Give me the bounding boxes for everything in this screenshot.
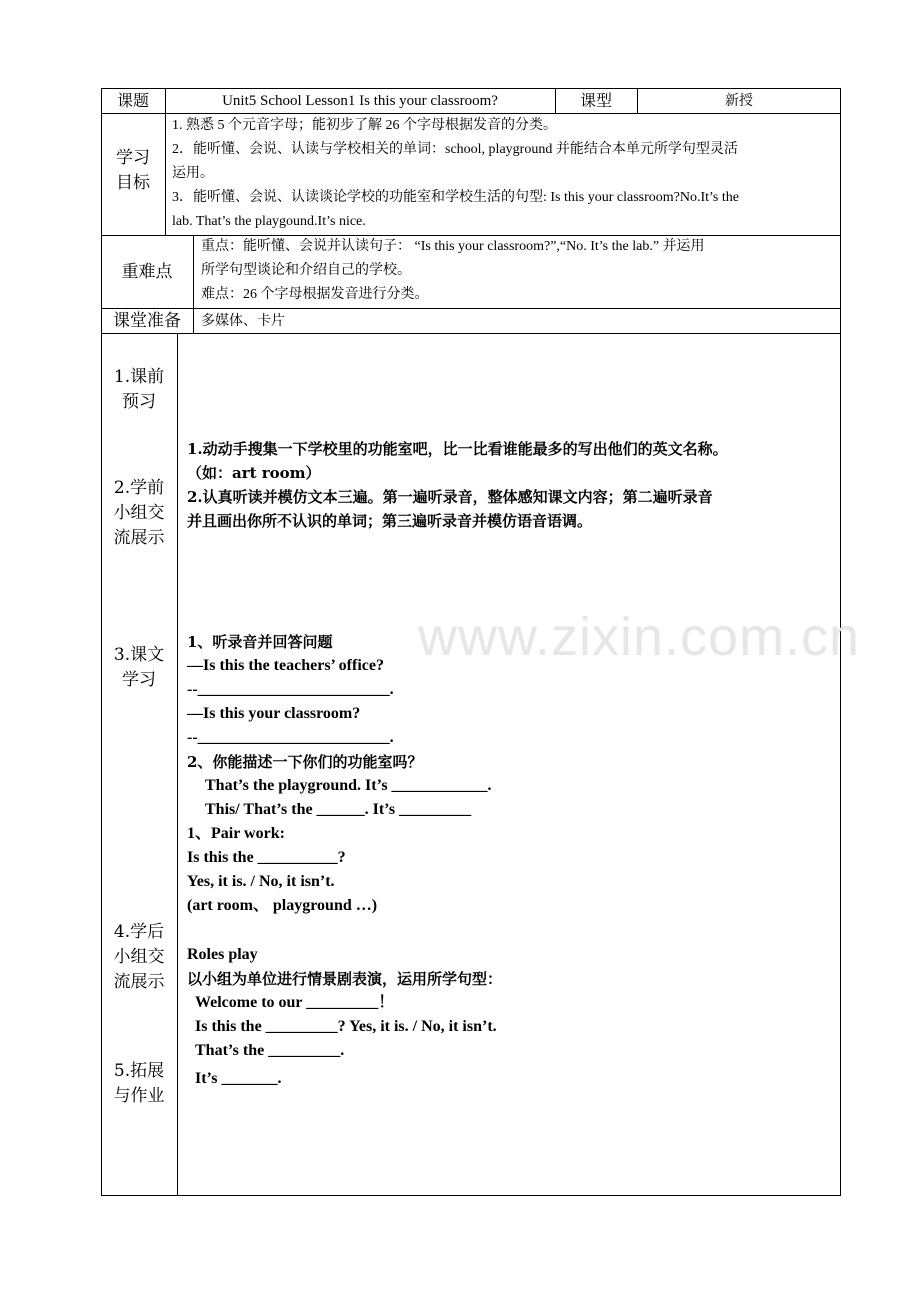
preview-task-2: 2.认真听读并模仿文本三遍。第一遍听录音，整体感知课文内容；第二遍听录音 <box>187 488 713 506</box>
watermark: www.zixin.com.cn <box>418 607 861 667</box>
key-point-line: 难点：26 个字母根据发音进行分类。 <box>201 287 429 302</box>
describe-line-1: That’s the playground. It’s ____________. <box>205 777 492 794</box>
stage-preview: 1.课前 预习 <box>113 367 165 412</box>
type-value: 新授 <box>725 92 753 109</box>
listening-title: 1、听录音并回答问题 <box>187 633 333 651</box>
key-point-line: 重点：能听懂、会说并认读句子： “Is this your classroom?”,“No. It’s the lab.” 并运用 <box>201 239 705 254</box>
preparation-value: 多媒体、卡片 <box>201 313 285 329</box>
preparation-label: 课堂准备 <box>113 310 181 331</box>
objective-line: lab. That’s the playgound.It’s nice. <box>172 214 366 229</box>
preview-task-1: 1.动动手搜集一下学校里的功能室吧，比一比看谁能最多的写出他们的英文名称。 <box>187 440 728 458</box>
pair-work-line: Yes, it is. / No, it isn’t. <box>187 873 335 890</box>
describe-title: 2、你能描述一下你们的功能室吗？ <box>187 753 423 771</box>
stage-group-show: 2.学前 小组交 流展示 <box>113 478 165 548</box>
row-divider <box>101 333 841 334</box>
stage-after-group-show: 4.学后 小组交 流展示 <box>113 922 165 992</box>
objectives-label: 学习 目标 <box>116 148 150 193</box>
role-play-line: That’s the _________. <box>195 1042 345 1059</box>
question-1: —Is this the teachers’ office? <box>187 657 384 674</box>
role-play-instruction: 以小组为单位进行情景剧表演，运用所学句型： <box>187 970 503 988</box>
role-play-line: It’s _______. <box>195 1070 282 1087</box>
role-play-line: Is this the _________? Yes, it is. / No, it isn’t. <box>195 1018 497 1035</box>
preview-task-1-example: （如：art room） <box>187 464 321 482</box>
pair-work-line: (art room、 playground …) <box>187 897 378 914</box>
stage-extension-homework: 5.拓展 与作业 <box>113 1061 165 1106</box>
col-divider <box>177 333 178 1196</box>
preview-task-2-cont: 并且画出你所不认识的单词；第三遍听录音并模仿语音语调。 <box>187 512 593 530</box>
key-point-line: 所学句型谈论和介绍自己的学校。 <box>201 263 411 278</box>
role-play-line: Welcome to our _________！ <box>195 994 395 1011</box>
key-points-label: 重难点 <box>121 261 173 282</box>
answer-1-blank: --________________________. <box>187 681 394 698</box>
col-divider <box>193 235 194 333</box>
answer-2-blank: --________________________. <box>187 729 394 746</box>
pair-work-title: 1、Pair work: <box>187 825 285 842</box>
topic-value: Unit5 School Lesson1 Is this your classroom? <box>222 92 498 109</box>
pair-work-line: Is this the __________? <box>187 849 346 866</box>
objective-line: 1. 熟悉 5 个元音字母；能初步了解 26 个字母根据发音的分类。 <box>172 118 557 133</box>
objective-line: 3．能听懂、会说、认读谈论学校的功能室和学校生活的句型: Is this your classroom?No.It’s the <box>172 190 739 205</box>
topic-label: 课题 <box>116 90 149 110</box>
objective-line: 运用。 <box>172 166 214 181</box>
type-label: 课型 <box>579 90 612 110</box>
objective-line: 2．能听懂、会说、认读与学校相关的单词：school, playground 并能结合本单元所学句型灵活 <box>172 142 738 157</box>
role-play-title: Roles play <box>187 946 258 963</box>
question-2: —Is this your classroom? <box>187 705 361 722</box>
describe-line-2: This/ That’s the ______. It’s _________ <box>205 801 472 818</box>
stage-text-study: 3.课文 学习 <box>113 645 165 690</box>
